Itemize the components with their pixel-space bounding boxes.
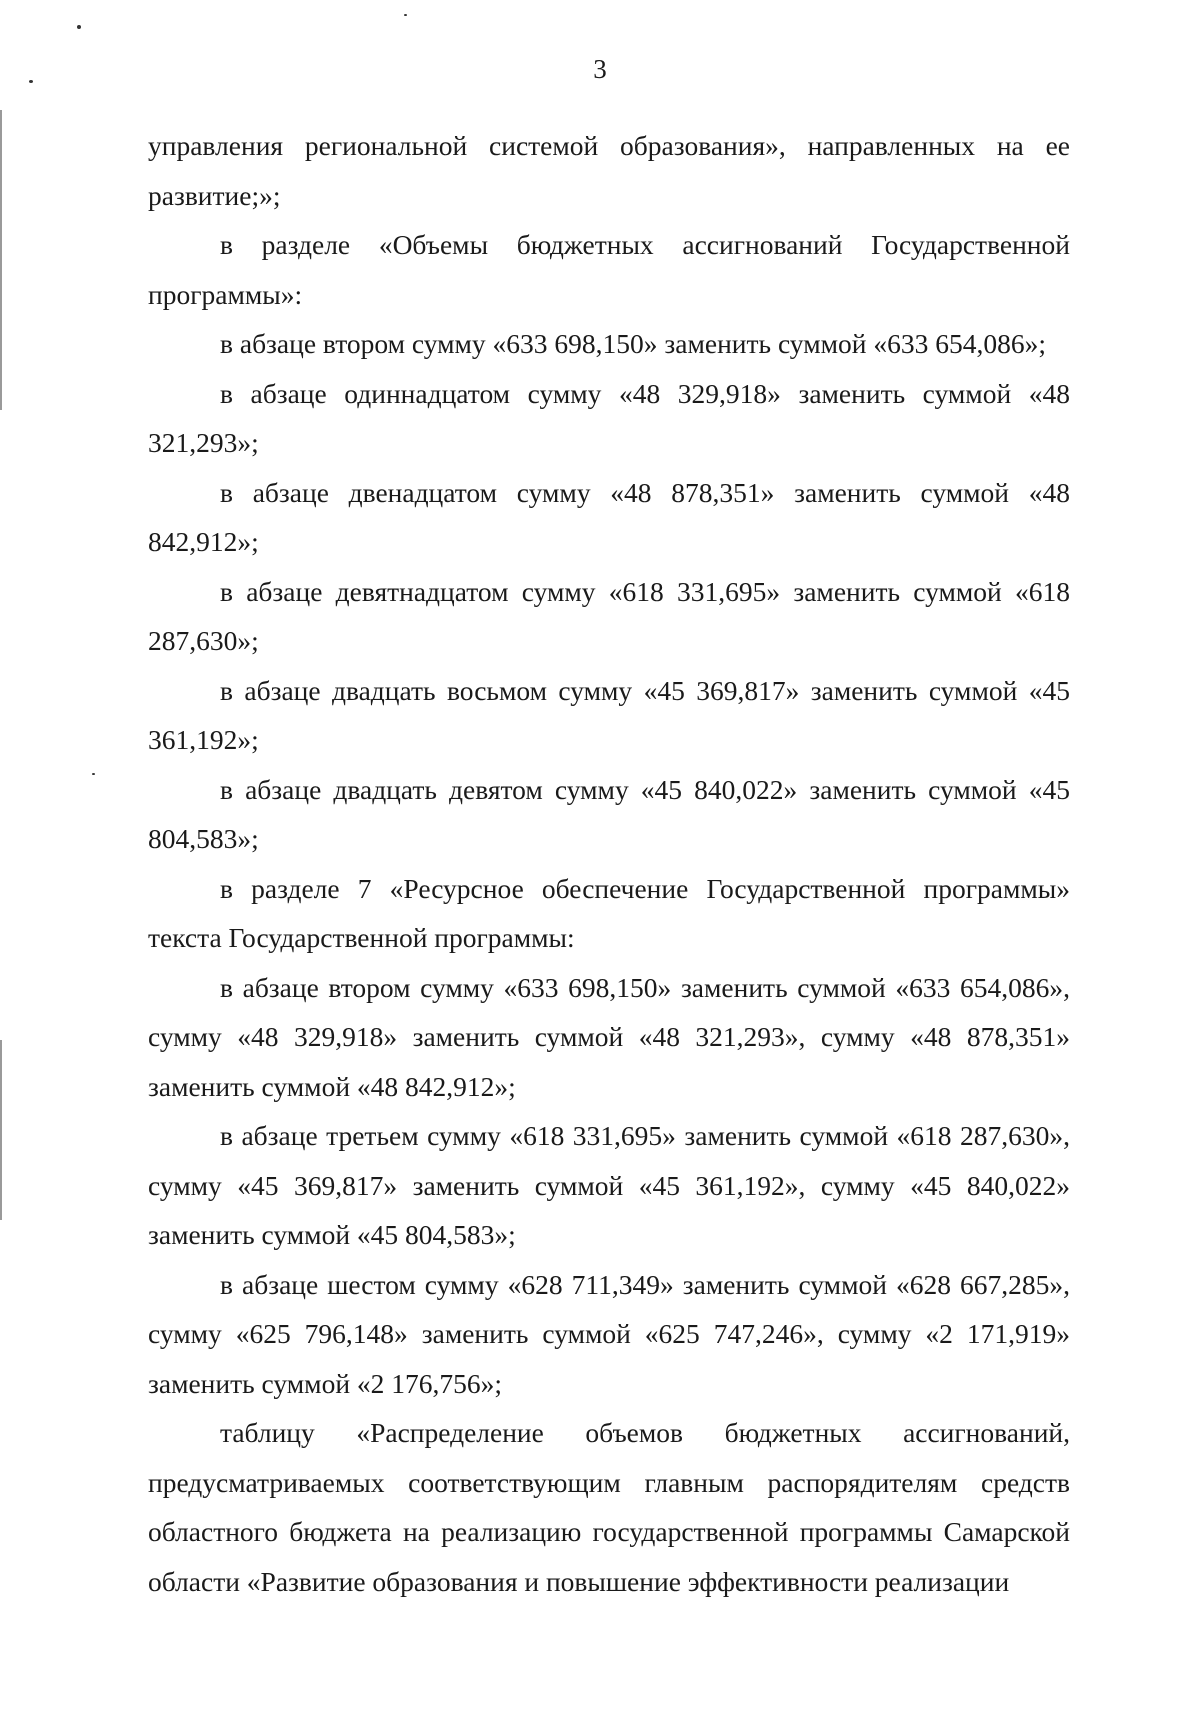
scan-edge-line xyxy=(0,110,2,410)
scan-speck xyxy=(92,773,95,775)
paragraph: в абзаце втором сумму «633 698,150» заменить суммой «633 654,086», сумму «48 329,918» заменить суммой «48 321,293», сумму «48 878,351» заменить суммой «48 842,912»; xyxy=(148,971,1070,1102)
scan-speck xyxy=(77,25,81,29)
paragraph: управления региональной системой образования», направленных на ее развитие;»; xyxy=(148,130,1070,211)
scan-edge-line xyxy=(0,1040,2,1220)
paragraph: в абзаце двадцать восьмом сумму «45 369,817» заменить суммой «45 361,192»; xyxy=(148,674,1070,755)
paragraph: в абзаце шестом сумму «628 711,349» заменить суммой «628 667,285», сумму «625 796,148» заменить суммой «625 747,246», сумму «2 171,919» заменить суммой «2 176,756»; xyxy=(148,1268,1070,1399)
page-number: 3 xyxy=(593,54,607,84)
paragraph: в разделе 7 «Ресурсное обеспечение Государственной программы» текста Государственной программы: xyxy=(148,872,1070,953)
paragraph: в абзаце одиннадцатом сумму «48 329,918» заменить суммой «48 321,293»; xyxy=(148,377,1070,458)
document-body xyxy=(148,121,1070,1606)
paragraph: в абзаце девятнадцатом сумму «618 331,695» заменить суммой «618 287,630»; xyxy=(148,575,1070,656)
paragraph: в абзаце двенадцатом сумму «48 878,351» заменить суммой «48 842,912»; xyxy=(148,476,1070,557)
paragraph: таблицу «Распределение объемов бюджетных ассигнований, предусматриваемых соответствующим главным распорядителям средств областного бюджета на реализацию государственной программы Самарской области «Развитие образования и повышение эффективности реализации xyxy=(148,1417,1070,1597)
paragraph: в абзаце двадцать девятом сумму «45 840,022» заменить суммой «45 804,583»; xyxy=(148,773,1070,854)
paragraph: в абзаце втором сумму «633 698,150» заменить суммой «633 654,086»; xyxy=(220,328,1046,359)
paragraph: в разделе «Объемы бюджетных ассигнований Государственной программы»: xyxy=(148,229,1070,310)
paragraph: в абзаце третьем сумму «618 331,695» заменить суммой «618 287,630», сумму «45 369,817» заменить суммой «45 361,192», сумму «45 840,022» заменить суммой «45 804,583»; xyxy=(148,1120,1070,1250)
scan-speck xyxy=(404,14,407,16)
